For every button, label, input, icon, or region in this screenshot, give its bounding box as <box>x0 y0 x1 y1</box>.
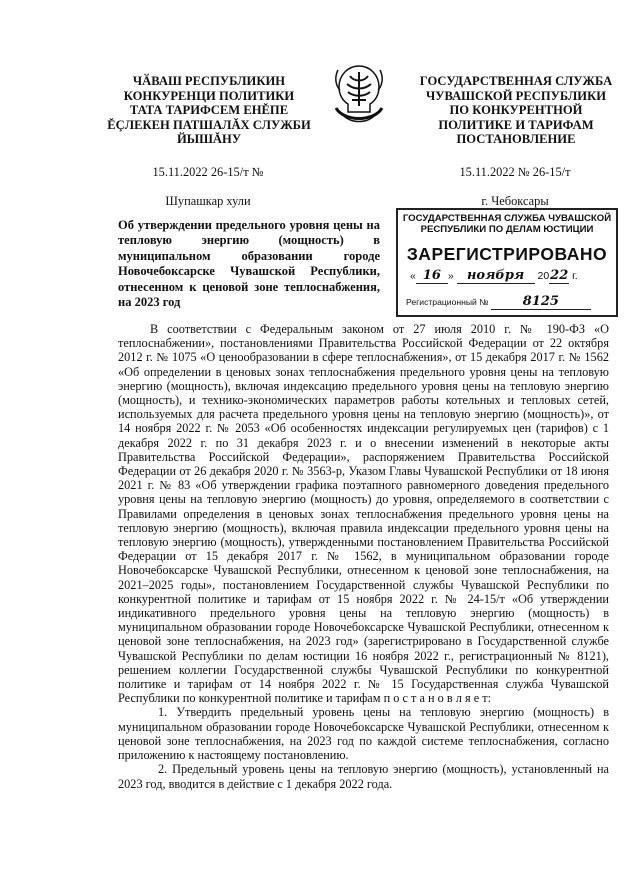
clause-2: 2. Предельный уровень цены на тепловую энергию (мощность), установленный на 2023 год, вводится в действие с 1 декабря 2022 года. <box>118 762 609 791</box>
header-right-line: ПОЛИТИКЕ И ТАРИФАМ <box>438 117 594 132</box>
header-left-line: ĔÇЛЕКЕН ПАТШАЛĂХ СЛУЖБИ <box>107 117 311 132</box>
stamp-org-line: РЕСПУБЛИКИ ПО ДЕЛАМ ЮСТИЦИИ <box>420 224 594 235</box>
stamp-year-suffix: 22 <box>550 268 569 283</box>
header-left-line: ЙЫШĂНУ <box>176 132 242 147</box>
header-russian-block <box>405 74 627 147</box>
header-right-line: ЧУВАШСКОЙ РЕСПУБЛИКИ <box>425 88 606 103</box>
stamp-year-unit: г. <box>572 270 578 282</box>
stamp-date: « 16 » ноября 2022 г. <box>410 268 578 283</box>
date-number-chuvash: 15.11.2022 26-15/т № <box>152 165 264 179</box>
header-right-line: ГОСУДАРСТВЕННАЯ СЛУЖБА <box>419 74 613 88</box>
header-right-line: ПО КОНКУРЕНТНОЙ <box>449 103 583 118</box>
stamp-year-prefix: 20 <box>537 270 550 282</box>
stamp-org-line: ГОСУДАРСТВЕННАЯ СЛУЖБА ЧУВАШСКОЙ <box>402 213 612 224</box>
header-left-line: ТАТА ТАРИФСЕМ ЕНĔПЕ <box>129 103 289 118</box>
header-left-line: КОНКУРЕНЦИ ПОЛИТИКИ <box>123 88 295 103</box>
document-title: Об утверждении предельного уровня цены на тепловую энергию (мощность) в муниципальном образовании городе Новочебоксарске Чувашской Республики, отнесенном к ценовой зоне теплоснабжения, на 2023 год <box>118 218 380 310</box>
stamp-reg-number: 8125 <box>491 294 591 310</box>
preamble-paragraph: В соответствии с Федеральным законом от 27 июля 2010 г. № 190-ФЗ «О теплоснабжении», постановлениями Правительства Российской Федерации от 22 октября 2012 г. № 1075 «О ценообразовании в сфере теплоснабжения», от 15 декабря 2017 г. № 1562 «Об определении в ценовых зонах теплоснабжения предельного уровня цены на тепловую энергию (мощность), включая индексацию предельного уровня цены на тепловую энергию (мощность), и технико-экономических параметров работы котельных и тепловых сетей, используемых для расчета предельного уровня цены на тепловую энергию (мощность)», от 14 ноября 2022 г. № 2053 «Об особенностях индексации регулируемых цен (тарифов) с 1 декабря 2022 г. по 31 декабря 2023 г. и о внесении изменений в некоторые акты Правительства Российской Федерации», распоряжением Правительства Российской Федерации от 26 декабря 2020 г. № 3563-р, Указом Главы Чувашской Республики от 18 июня 2021 г. № 83 «Об утверждении графика поэтапного равномерного доведения предельного уровня цены на тепловую энергию (мощность) до уровня, определяемого в соответствии с Правилами определения в ценовых зонах теплоснабжения предельного уровня цены на тепловую энергию (мощность), включая правила индексации предельного уровня цены на тепловую энергию (мощность), утвержденными постановлением Правительства Российской Федерации от 15 декабря 2017 г. № 1562, в муниципальном образовании городе Новочебоксарске Чувашской Республики, отнесенном к ценовой зоне теплоснабжения, на 2021–2025 годы», постановлением Государственной службы Чувашской Республики по конкурентной политике и тарифам от 15 ноября 2022 г. № 24-15/т «Об утверждении индикативного предельного уровня цены на тепловую энергию (мощность) в муниципальном образовании городе Новочебоксарске Чувашской Республики, отнесенном к ценовой зоне теплоснабжения, на 2023 год» (зарегистрировано в Государственной службе Чувашской Республики по делам юстиции 16 ноября 2022 г., регистрационный № 8121), решением коллегии Государственной службы Чувашской Республики по конкурентной политике и тарифам от 14 ноября 2022 г. № 15 Государственная служба Чувашской Республики по конкурентной политике и тарифам п о с т а н о в л я е т: <box>118 322 609 706</box>
document-body <box>118 322 609 791</box>
stamp-heading: ЗАРЕГИСТРИРОВАНО <box>406 244 608 264</box>
coat-of-arms-emblem <box>330 62 388 128</box>
stamp-registration <box>406 294 591 310</box>
stamp-organization <box>398 213 616 235</box>
stamp-day: 16 <box>416 268 448 284</box>
header-right-line: ПОСТАНОВЛЕНИЕ <box>456 132 576 147</box>
clause-1: 1. Утвердить предельный уровень цены на тепловую энергию (мощность) в муниципальном образовании городе Новочебоксарске Чувашской Республики, отнесенном к ценовой зоне теплоснабжения, на 2023 год по каждой системе теплоснабжения, согласно приложению к настоящему постановлению. <box>118 705 609 763</box>
date-number-russian: 15.11.2022 № 26-15/т <box>459 165 571 179</box>
header-chuvash-block <box>100 74 318 147</box>
city-chuvash: Шупашкар хули <box>165 194 251 208</box>
stamp-month: ноября <box>457 268 535 284</box>
stamp-reg-label: Регистрационный № <box>406 297 489 307</box>
registration-stamp <box>396 208 618 317</box>
city-russian: г. Чебоксары <box>481 194 549 208</box>
header-left-line: ЧӐВАШ РЕСПУБЛИКИН <box>132 74 286 88</box>
